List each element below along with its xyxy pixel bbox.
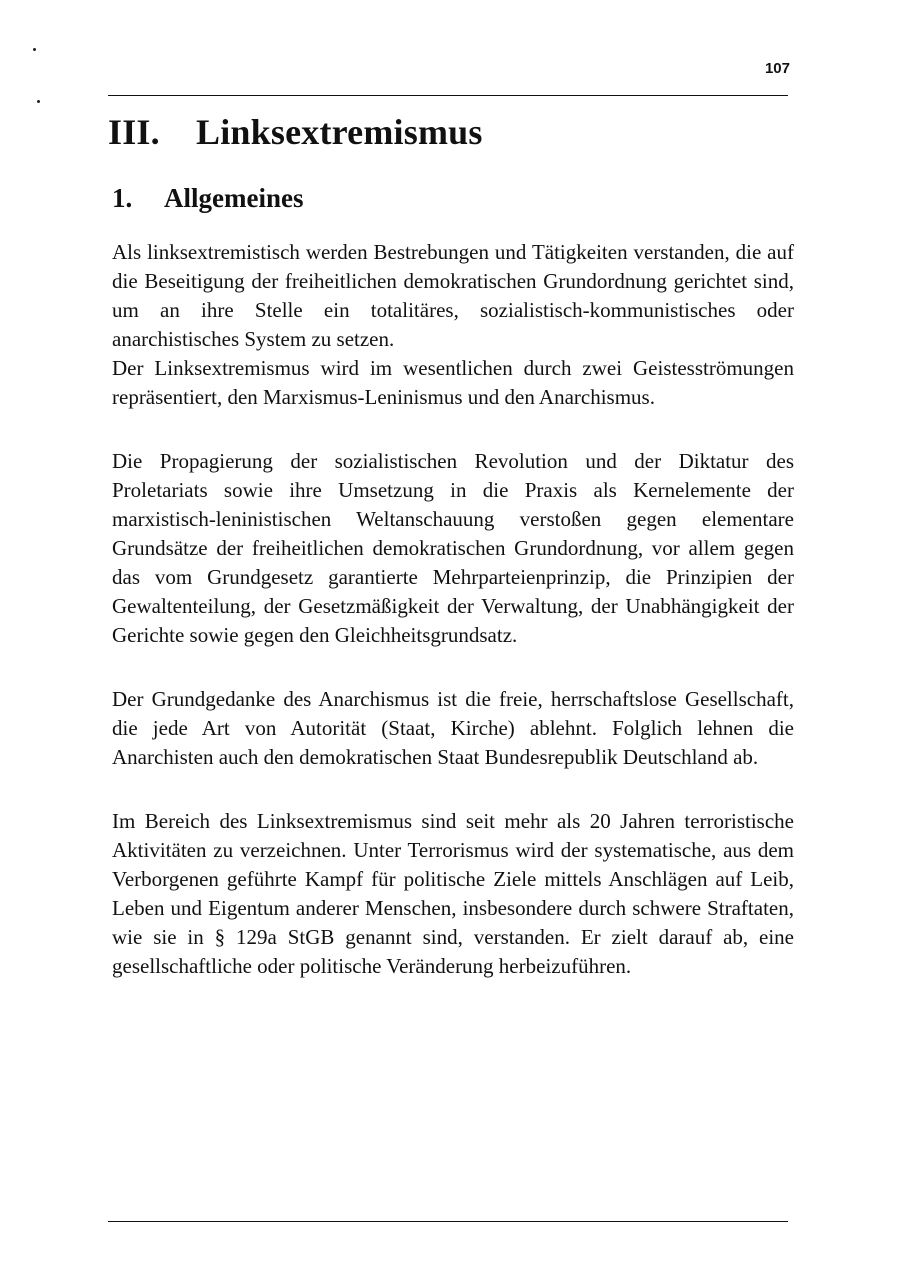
scan-speck <box>37 100 40 103</box>
header-rule <box>108 95 788 96</box>
paragraph: Der Grundgedanke des Anarchismus ist die freie, herrschaftslose Gesellschaft, die jede Art von Autorität (Staat, Kirche) ablehnt. Folglich lehnen die Anarchisten auch den demokratischen Staat Bundesrepublik Deutschland ab. <box>112 687 794 769</box>
page-number: 107 <box>764 60 790 77</box>
paragraph: Im Bereich des Linksextremismus sind seit mehr als 20 Jahren terroristische Aktivitäten zu verzeichnen. Unter Terrorismus wird der systematische, aus dem Verborgenen geführte Kampf für politische Ziele mittels Anschlägen auf Leib, Leben und Eigentum anderer Menschen, insbesondere durch schwere Straftaten, wie sie in § 129a StGB genannt sind, verstanden. Er zielt darauf ab, eine gesellschaftliche oder politische Veränderung herbeizuführen. <box>112 809 794 978</box>
paragraph: Als linksextremistisch werden Bestrebungen und Tätigkeiten verstanden, die auf die Beseitigung der freiheitlichen demokratischen Grundordnung gerichtet sind, um an ihre Stelle ein totalitäres, sozialistisch-kommunistisches oder anarchistisches System zu setzen. <box>112 240 794 351</box>
chapter-numeral: III. <box>108 112 160 152</box>
section-heading <box>112 178 303 218</box>
chapter-title-text: Linksextremismus <box>196 112 483 152</box>
section-numeral: 1. <box>112 183 133 213</box>
section-title-text: Allgemeines <box>164 183 304 213</box>
paragraph: Die Propagierung der sozialistischen Revolution und der Diktatur des Proletariats sowie ihre Umsetzung in die Praxis als Kernelemente der marxistisch-leninistischen Weltanschauung verstoßen gegen elementare Grundsätze der freiheitlichen demokratischen Grundordnung, vor allem gegen das vom Grundgesetz garantierte Mehrparteienprinzip, die Prinzipien der Gewaltenteilung, der Gesetzmäßigkeit der Verwaltung, der Unabhängigkeit der Gerichte sowie gegen den Gleichheitsgrundsatz. <box>112 449 794 647</box>
paragraph: Der Linksextremismus wird im wesentlichen durch zwei Geistesströmungen repräsentiert, den Marxismus-Leninismus und den Anarchismus. <box>112 356 794 409</box>
body-text <box>112 238 794 1016</box>
chapter-heading <box>108 108 483 156</box>
footer-rule <box>108 1221 788 1222</box>
scan-speck <box>33 48 36 51</box>
